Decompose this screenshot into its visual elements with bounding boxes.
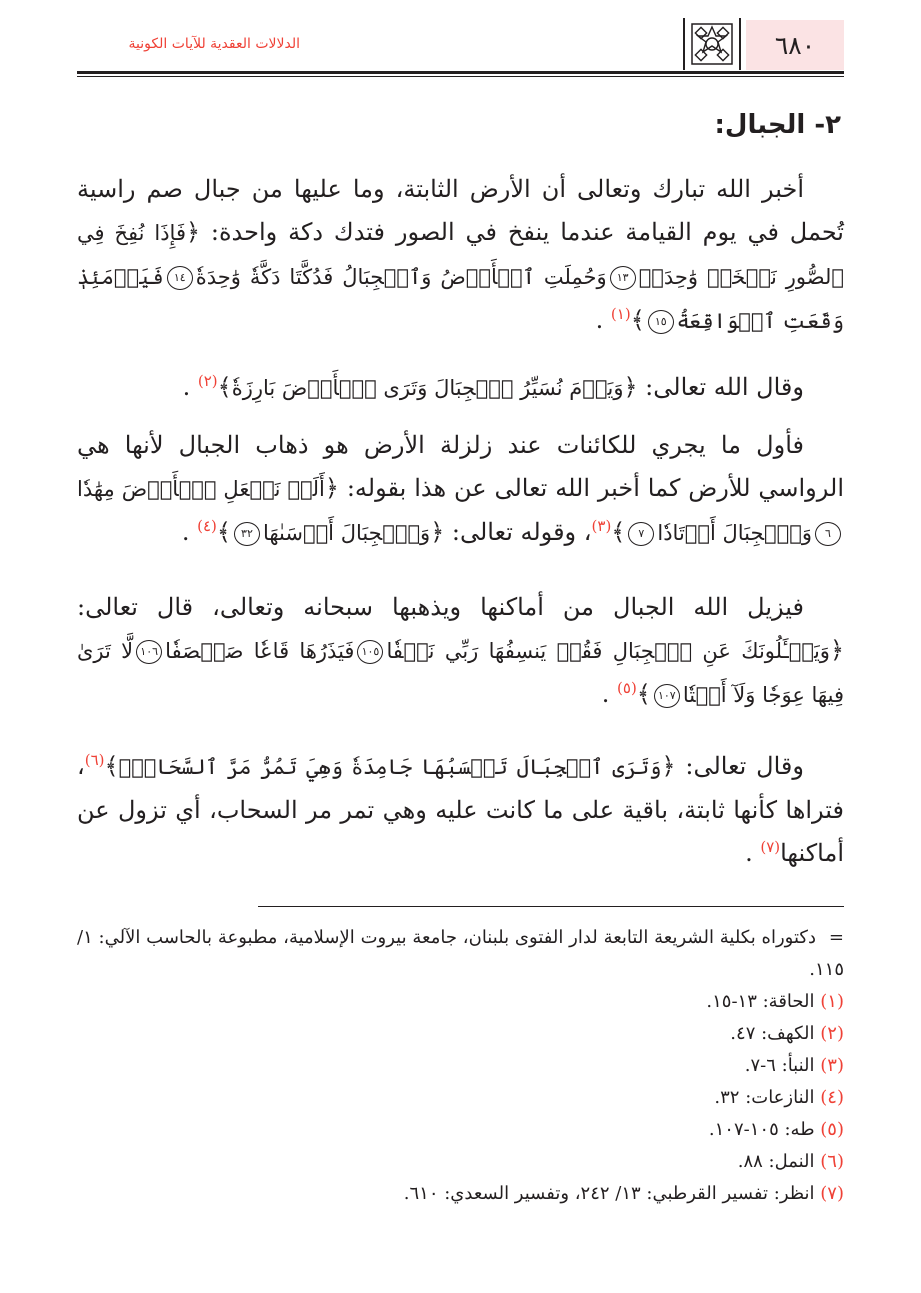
close-brace: ﴾ <box>636 680 651 708</box>
close-brace: ﴾ <box>217 373 232 401</box>
quran-verse: وَٱلۡجِبَالَ أَرۡسَىٰهَا <box>262 521 431 545</box>
footnote-number[interactable]: (٥) <box>820 1119 844 1140</box>
paragraph-text: فأول ما يجري للكائنات عند زلزلة الأرض هو ذهاب الجبال لأنها هي الرواسي للأرض كما أخبر الله تعالى عن هذا بقوله: <box>77 431 844 502</box>
footnote-ref[interactable]: (٤) <box>197 517 217 535</box>
ayah-number-icon: ١٥ <box>648 310 674 334</box>
ayah-number-icon: ٧ <box>628 522 654 546</box>
footnote-text: الكهف: ٤٧. <box>730 1023 815 1044</box>
footnote-item <box>77 1082 844 1114</box>
paragraph-text: أخبر الله تبارك وتعالى أن الأرض الثابتة، وما عليها من جبال صم راسية تُحمل في يوم القيامة عندما ينفخ في الصور فتدك دكة واحدة: <box>77 175 844 246</box>
quran-verse: فَإِذَا نُفِخَ فِي ٱلصُّورِ نَفۡخَةٞ وَٰحِدَةٞ <box>77 221 844 289</box>
paragraph-text: وقال تعالى: <box>675 752 804 780</box>
header-rule-thin <box>77 76 844 77</box>
footnote-item <box>77 1018 844 1050</box>
page-number: ٦٨٠ <box>774 30 816 60</box>
footnote-item <box>77 1178 844 1210</box>
period: . <box>181 518 198 546</box>
period: . <box>595 306 611 334</box>
footnote-item <box>77 1050 844 1082</box>
continuation-marker: = <box>828 927 844 948</box>
footnote-ref[interactable]: (٣) <box>591 517 612 535</box>
quran-verse: وَحُمِلَتِ ٱلۡأَرۡضُ وَٱلۡجِبَالُ فَدُكَّتَا دَكَّةٗ وَٰحِدَةٗ <box>195 265 607 289</box>
footnote-text: الحاقة: ١٣-١٥. <box>706 991 815 1012</box>
footnote-number[interactable]: (٧) <box>820 1183 844 1204</box>
footnote-item <box>77 1114 844 1146</box>
footnote-ref[interactable]: (٧) <box>760 838 781 856</box>
footnote-number[interactable]: (٦) <box>820 1151 844 1172</box>
paragraph-5 <box>77 745 844 875</box>
quran-verse: وَيَسۡـَٔلُونَكَ عَنِ ٱلۡجِبَالِ فَقُلۡ يَنسِفُهَا رَبِّي نَسۡفٗا <box>386 639 830 663</box>
period: . <box>601 680 618 708</box>
close-brace: ﴾ <box>104 752 119 780</box>
quran-verse: لَّا تَرَىٰ فِيهَا عِوَجٗا وَلَآ أَمۡتٗا <box>77 639 844 707</box>
paragraph-4 <box>77 586 844 717</box>
quran-verse: وَتَرَى ٱلۡجِبَالَ تَحۡسَبُهَا جَامِدَةٗ وَهِيَ تَمُرُّ مَرَّ ٱلسَّحَابِۚ <box>118 755 662 779</box>
footnote-continuation <box>77 922 844 986</box>
open-brace: ﴿ <box>623 373 638 401</box>
quran-verse: فَيَذَرُهَا قَاعٗا صَفۡصَفٗا <box>165 639 355 663</box>
quran-verse: وَيَوۡمَ نُسَيِّرُ ٱلۡجِبَالَ وَتَرَى ٱلۡأَرۡضَ بَارِزَةٗ <box>231 376 624 400</box>
ayah-number-icon: ٦ <box>815 522 841 546</box>
footnote-text: انظر: تفسير القرطبي: ١٣/ ٢٤٢، وتفسير السعدي: ٦١٠. <box>403 1183 815 1204</box>
footnote-ref[interactable]: (١) <box>610 305 631 323</box>
paragraph-text: وقال الله تعالى: <box>637 373 804 401</box>
footnote-ref[interactable]: (٦) <box>84 751 105 769</box>
paragraph-2 <box>77 366 844 410</box>
paragraph-3 <box>77 424 844 555</box>
footnote-text: دكتوراه بكلية الشريعة التابعة لدار الفتوى بلبنان، جامعة بيروت الإسلامية، مطبوعة بالحاسب الآلي: ١/ ١١٥. <box>77 927 844 980</box>
paragraph-text: ، وقوله تعالى: <box>444 518 592 546</box>
paragraph-1 <box>77 168 844 343</box>
footnote-text: النبأ: ٦-٧. <box>744 1055 815 1076</box>
quran-verse: أَلَمۡ نَجۡعَلِ ٱلۡأَرۡضَ مِهَٰدٗا <box>77 477 325 501</box>
footnotes <box>77 922 844 1210</box>
quran-verse: فَيَوۡمَئِذٖ وَقَعَتِ ٱلۡوَاقِعَةُ <box>77 265 844 333</box>
open-brace: ﴿ <box>185 218 201 246</box>
footnote-number[interactable]: (٣) <box>820 1055 844 1076</box>
ornament-icon <box>683 18 741 70</box>
footnote-text: طه: ١٠٥-١٠٧. <box>708 1119 815 1140</box>
ayah-number-icon: ١٠٥ <box>357 640 383 664</box>
open-brace: ﴿ <box>829 636 844 664</box>
open-brace: ﴿ <box>661 752 676 780</box>
footnote-divider <box>258 906 844 907</box>
ayah-number-icon: ١٠٦ <box>136 640 162 664</box>
ayah-number-icon: ٣٢ <box>234 522 260 546</box>
open-brace: ﴿ <box>324 474 339 502</box>
open-brace: ﴿ <box>430 518 445 546</box>
footnote-ref[interactable]: (٥) <box>617 679 637 697</box>
page-number-box <box>746 20 844 70</box>
footnote-ref[interactable]: (٢) <box>197 372 218 390</box>
period: . <box>745 839 761 867</box>
paragraph-text: ، فتراها كأنها ثابتة، باقية على ما كانت عليه وهي تمر مر السحاب، أي تزول عن أماكنها <box>77 752 844 867</box>
quran-verse: وَٱلۡجِبَالَ أَوۡتَادٗا <box>657 521 812 545</box>
footnote-text: النازعات: ٣٢. <box>714 1087 815 1108</box>
close-brace: ﴾ <box>630 306 645 334</box>
running-title: الدلالات العقدية للآيات الكونية <box>128 36 300 52</box>
close-brace: ﴾ <box>216 518 231 546</box>
close-brace: ﴾ <box>611 518 626 546</box>
footnote-number[interactable]: (٢) <box>820 1023 844 1044</box>
ayah-number-icon: ١٤ <box>167 266 193 290</box>
paragraph-text: فيزيل الله الجبال من أماكنها ويذهبها سبحانه وتعالى، قال تعالى: <box>77 593 804 621</box>
ayah-number-icon: ١٠٧ <box>654 684 680 708</box>
footnote-number[interactable]: (٤) <box>820 1087 844 1108</box>
footnote-item <box>77 1146 844 1178</box>
footnote-text: النمل: ٨٨. <box>737 1151 815 1172</box>
period: . <box>182 373 198 401</box>
header-rule <box>77 71 844 74</box>
ayah-number-icon: ١٣ <box>610 266 636 290</box>
footnote-number[interactable]: (١) <box>820 991 844 1012</box>
section-heading: ٢- الجبال: <box>714 110 841 140</box>
footnote-item <box>77 986 844 1018</box>
